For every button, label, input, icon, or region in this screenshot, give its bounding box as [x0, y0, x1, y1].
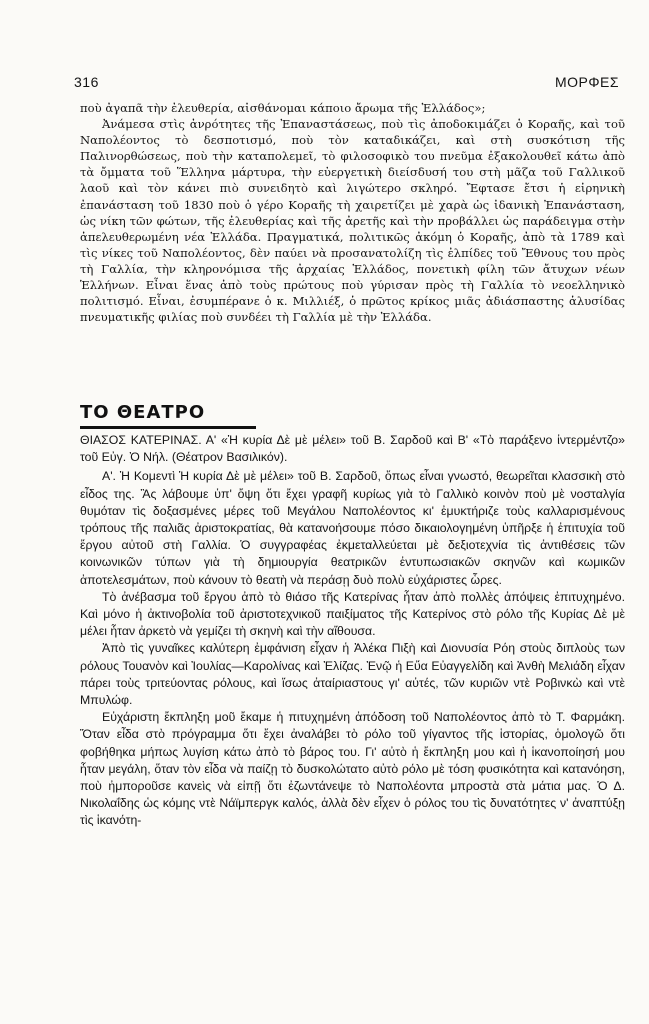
essay-paragraph: ποὺ ἀγαπᾶ τὴν ἐλευθερία, αἰσθάνομαι κάποιο ἄρωμα τῆς Ἑλλάδος»; — [80, 101, 486, 115]
section-heading: ΤΟ ΘΕΑΤΡΟ — [80, 402, 206, 423]
running-header — [74, 74, 619, 94]
review-paragraph: Α'. Ἡ Κομεντὶ Ἡ κυρία Δὲ μὲ μέλει» τοῦ Β. Σαρδοῦ, ὅπως εἶναι γνωστό, θεωρεῖται κλασσικὴ στὸ εἶδος της. Ἂς λάβουμε ὑπ' ὄψη ὅτι ἔχει γραφῆ κυρίως γιὰ τὸ Γαλλικὸ κοινὸν ποὺ μὲ νοσταλγία θυμόταν τὶς δοξασμένες μέρες τοῦ Μεγάλου Ναπολέοντος κι' ἐμυκτήριζε τοὺς καλλαρισμένους τρόπους τῆς παλιᾶς ἀριστοκρατίας, θὰ κατανοήσουμε πόσο δικαιολογημένη ὑπῆρξε ἡ ἐπιτυχία τοῦ ἔργου αὐτοῦ στὴ Γαλλία. Ὁ συγγραφέας ἐκμεταλλεύεται μὲ δεξιοτεχνία τὶς ἀντιθέσεις τῶν κοινωνικῶν τύπων γιὰ τὴ δημιουργία θεατρικῶν ἐντυπωσιακῶν σκηνῶν καὶ κωμικῶν ἀποτελεσμάτων, ποὺ κάνουν τὸ θεατὴ νὰ περάσῃ δυὸ πολὺ εὐχάριστες ὧρες. — [80, 469, 625, 587]
theatre-review — [80, 432, 625, 830]
review-paragraph: Ἀπὸ τὶς γυναῖκες καλύτερη ἐμφάνιση εἶχαν ἡ Ἀλέκα Πιξὴ καὶ Διονυσία Ρόη στοὺς διπλοὺς των ρόλους Τουανὸν καὶ Ἰουλίας—Καρολίνας καὶ Ἐλίζας. Ἐνῷ ἡ Εὔα Εὐαγγελίδη καὶ Ἀνθὴ Μελιάδη εἶχαν πάρει τοὺς τριτεύοντας ρόλους, καὶ ἴσως ἀταίριαστους γι' αὐτές, τῶν κυριῶν ντὲ Ροβινκὼ καὶ ντὲ Μπυλώφ. — [80, 641, 625, 708]
heading-underline — [80, 426, 256, 429]
journal-title: ΜΟΡΦΕΣ — [554, 74, 619, 90]
essay-paragraph: Ἀνάμεσα στὶς ἀνρότητες τῆς Ἐπαναστάσεως, ποὺ τὶς ἀποδοκιμάζει ὁ Κοραῆς, καὶ τοῦ Ναπολέοντος τὸ δεσποτισμό, ποὺ τὸν καταδικάζει, καὶ στὴ συσκότιση τῆς Παλινορθώσεως, ποὺ τὴν καταπολεμεῖ, τὸ φιλοσοφικὸ του πνεῦμα ἐξακολουθεῖ κάτω ἀπὸ τὰ ὄμματα τοῦ Ἕλληνα μάρτυρα, τὴν εὐεργετικὴ διείσδυσή του στὴ μᾶζα τοῦ Γαλλικοῦ λαοῦ καὶ τὸν κάνει πιὸ συνειδητὸ καὶ λιγώτερο σκληρό. Ἔφτασε ἔτσι ἡ εἰρηνικὴ ἐπανάσταση τοῦ 1830 ποὺ ὁ γέρο Κοραῆς τὴ χαιρετίζει μὲ χαρὰ ὡς ἰδανικὴ Ἐπανάσταση, ὡς νίκη τῶν φώτων, τῆς ἐλευθερίας καὶ τῆς ἀρετῆς καὶ τὴν προβάλλει ὡς παράδειγμα στὴν ἀπελευθερωμένη νέα Ἑλλάδα. Πραγματικά, πολιτικῶς ἀκόμη ὁ Κοραῆς, ἀπὸ τὰ 1789 καὶ τὶς νίκες τοῦ Ναπολέοντος, δὲν παύει νὰ προσανατολίζη τὶς ἐλπίδες τοῦ Ἔθνους του πρὸς τὴ Γαλλία, τὴν κληρονόμισα τῆς ἀρχαίας Ἑλλάδος, πονετικὴ φίλη τῶν ἄτυχων νέων Ἑλλήνων. Εἶναι ἕνας ἀπὸ τοὺς πρώτους ποὺ γύρισαν πρὸς τὴ Γαλλία τὸ νεοελληνικὸ πολιτισμό. Εἶναι, ἐσυμπέρανε ὁ κ. Μιλλιέξ, ὁ πρῶτος κρίκος μιᾶς ἀδιάσπαστης ἁλυσίδας πνευματικῆς φιλίας ποὺ συνδέει τὴ Γαλλία μὲ τὴν Ἑλλάδα. — [80, 117, 625, 325]
review-paragraph: Εὐχάριστη ἔκπληξη μοῦ ἔκαμε ἡ πιτυχημένη ἀπόδοση τοῦ Ναπολέοντος ἀπὸ τὸ Τ. Φαρμάκη. Ὅταν εἶδα στὸ πρόγραμμα ὅτι ἔχει ἀναλάβει τὸ ρόλο τοῦ γίγαντος τῆς ἱστορίας, ὁμολογῶ ὅτι φοβήθηκα μήπως λυγίση κάτω ἀπὸ τὸ βάρος του. Γι' αὐτὸ ἡ ἔκπληξη μου καὶ ἡ ἱκανοποίησή μου ἦταν μεγάλη, ὅταν τὸν εἶδα νὰ παίζῃ τὸ δυσκολώτατο αὐτὸ ρόλο μὲ τόση φυσικότητα καὶ κατανόηση, ποὺ ἠμποροῦσε κανεὶς νὰ εἰπῇ ὅτι ἐζωντάνεψε τὸ Ναπολέοντα μπροστὰ στὰ μάτια μας. Ὁ Δ. Νικολαΐδης ὡς κόμης ντὲ Νάϊμπεργκ καλός, ἀλλὰ δὲν εἶχεν ὁ ρόλος του τὶς δυνατότητες ν' ἀναπτύξῃ τὶς ἱκανότη- — [80, 710, 625, 828]
essay-text — [80, 100, 625, 325]
review-production-credit: ΘΙΑΣΟΣ ΚΑΤΕΡΙΝΑΣ. Α' «Ἡ κυρία Δὲ μὲ μέλει» τοῦ Β. Σαρδοῦ καὶ Β' «Τὸ παράξενο ἰντερμέντζο» τοῦ Εὐγ. Ὀ Νήλ. (Θέατρον Βασιλικόν). — [80, 433, 625, 465]
review-paragraph: Τὸ ἀνέβασμα τοῦ ἔργου ἀπὸ τὸ θιάσο τῆς Κατερίνας ἦταν ἀπὸ πολλὲς ἀπόψεις ἐπιτυχημένο. Καὶ μόνο ἡ ἀκτινοβολία τοῦ ἀριστοτεχνικοῦ παιξίματος τῆς Κατερίνος στὸ ρόλο τῆς Κυρίας Δὲ μὲ μέλει ἦταν ἀρκετὸ νὰ γεμίζει τὴ σκηνὴ καὶ τὴν αἴθουσα. — [80, 589, 625, 639]
page-number: 316 — [74, 74, 99, 90]
